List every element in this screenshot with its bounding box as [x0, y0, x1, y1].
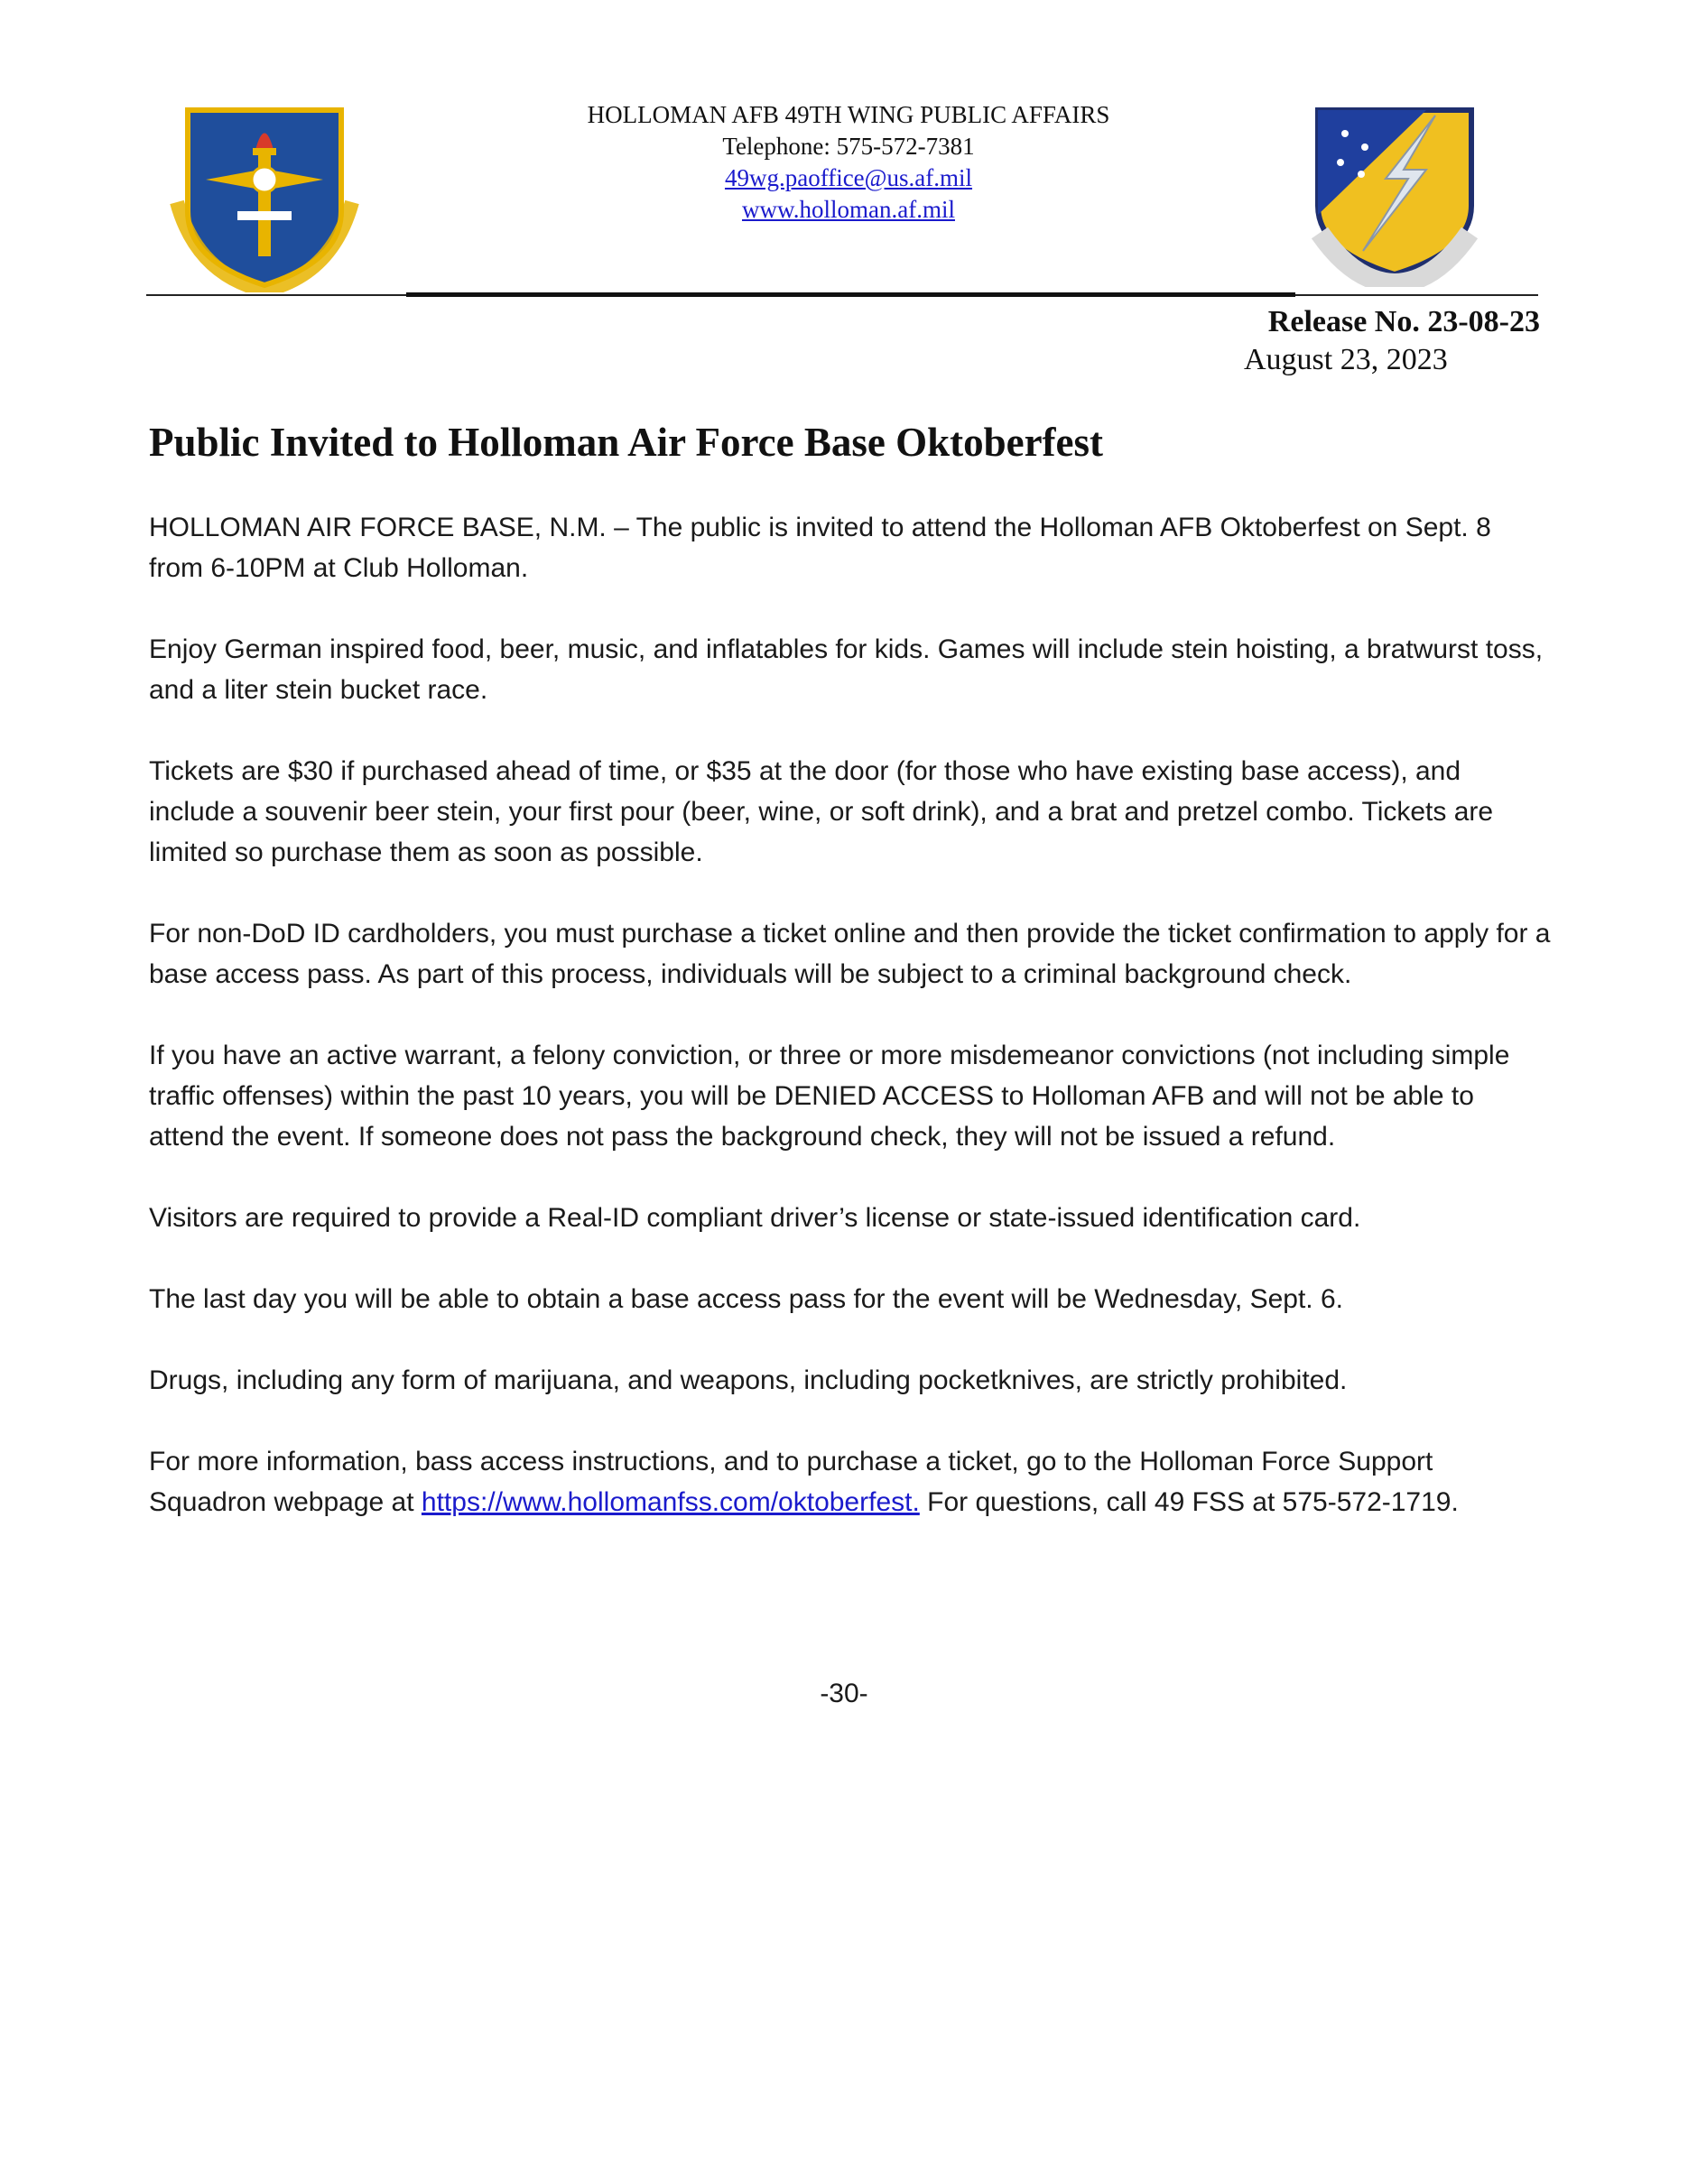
- paragraph-intro: HOLLOMAN AIR FORCE BASE, N.M. – The public is invited to attend the Holloman AFB Oktoberfest on Sept. 8 from 6-10PM at Club Holloman.: [149, 513, 1491, 583]
- paragraph-tickets: Tickets are $30 if purchased ahead of time, or $35 at the door (for those who have existing base access), and include a souvenir beer stein, your first pour (beer, wine, or soft drink), and a brat and pretzel combo. Tickets are limited so purchase them as soon as possible.: [149, 756, 1494, 867]
- oktoberfest-link[interactable]: https://www.hollomanfss.com/oktoberfest.: [421, 1487, 920, 1517]
- questions-text: For questions, call 49 FSS at 575-572-1719.: [919, 1487, 1459, 1517]
- aetc-emblem-icon: [170, 94, 359, 292]
- paragraph-deadline: The last day you will be able to obtain a base access pass for the event will be Wednesday, Sept. 6.: [149, 1284, 1343, 1314]
- release-body: [149, 507, 1553, 1563]
- header-rule-bold: [406, 292, 1295, 297]
- paragraph-non-dod: For non-DoD ID cardholders, you must purchase a ticket online and then provide the ticket confirmation to apply for a base access pass. As part of this process, individuals will be subject to a criminal background check.: [149, 919, 1551, 989]
- paragraph-more-info: [149, 1441, 1553, 1522]
- end-mark: -30-: [820, 1679, 868, 1708]
- more-info-text: For more information, bass access instructions, and to purchase a ticket, go to the Holloman Force Support Squadron webpage at: [149, 1447, 1433, 1517]
- contact-block: [505, 99, 1192, 226]
- office-name: HOLLOMAN AFB 49TH WING PUBLIC AFFAIRS: [587, 101, 1110, 128]
- 49th-wing-emblem-icon: [1300, 97, 1489, 287]
- release-date: August 23, 2023: [1244, 343, 1448, 376]
- paragraph-id-requirement: Visitors are required to provide a Real-ID compliant driver’s license or state-issued identification card.: [149, 1203, 1361, 1233]
- email-link[interactable]: 49wg.paoffice@us.af.mil: [724, 164, 973, 191]
- release-number: Release No. 23-08-23: [1267, 305, 1540, 338]
- website-link[interactable]: www.holloman.af.mil: [742, 196, 955, 223]
- paragraph-activities: Enjoy German inspired food, beer, music, and inflatables for kids. Games will include stein hoisting, a bratwurst toss, and a liter stein bucket race.: [149, 634, 1544, 705]
- telephone: Telephone: 575-572-7381: [722, 133, 975, 160]
- headline: Public Invited to Holloman Air Force Base Oktoberfest: [149, 420, 1104, 465]
- paragraph-access-denial: If you have an active warrant, a felony conviction, or three or more misdemeanor convictions (not including simple traffic offenses) within the past 10 years, you will be DENIED ACCESS to Holloman AFB and will not be able to attend the event. If someone does not pass the background check, they will not be issued a refund.: [149, 1041, 1510, 1152]
- paragraph-prohibited: Drugs, including any form of marijuana, and weapons, including pocketknives, are strictly prohibited.: [149, 1365, 1348, 1395]
